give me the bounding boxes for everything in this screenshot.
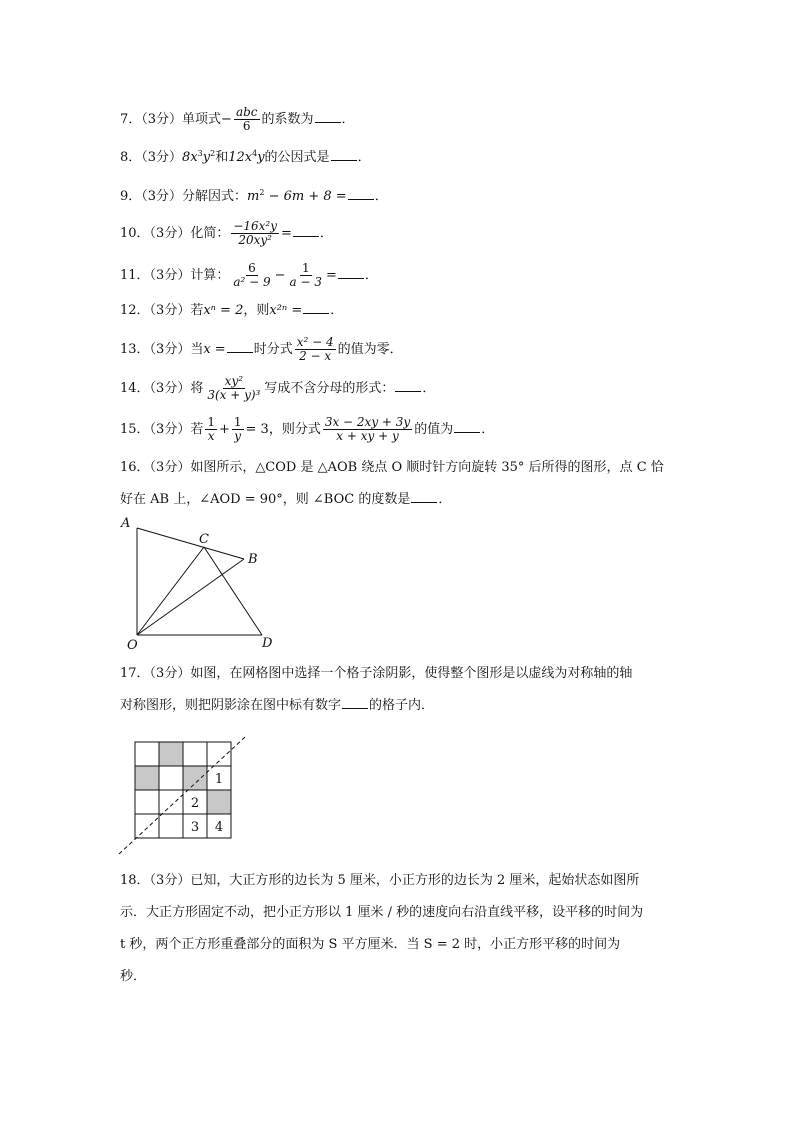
q8-and: 和 [215, 150, 229, 165]
q8-term1: 8x [182, 150, 198, 165]
q10-denominator: 20xy² [238, 233, 272, 247]
q8-term2-var: y [257, 150, 265, 165]
q15-denominator1: x [207, 429, 215, 443]
q13-prefix: 13．（3分）当 [120, 342, 204, 357]
q10-fraction [231, 220, 279, 247]
q14-end: ． [422, 381, 436, 396]
q15-suffix: 的值为 [414, 422, 454, 437]
q14-denominator: 3(x + y)³ [207, 388, 261, 402]
figure-16-rotation-diagram [115, 515, 285, 655]
q8-term1-exp1: 3 [197, 149, 203, 158]
segment-AB [137, 528, 244, 559]
q17-line1: 17．（3分）如图，在网格图中选择一个格子涂阴影，使得整个图形是以虚线为对称轴的轴 [120, 666, 633, 681]
q11-equals: = [326, 268, 337, 283]
q13-fraction [295, 336, 336, 363]
label-C: C [199, 532, 209, 547]
q7-suffix: 的系数为 [261, 112, 314, 127]
label-A: A [121, 516, 131, 531]
shaded-cell [183, 766, 207, 790]
shaded-cell [159, 742, 183, 766]
q14-prefix: 14．（3分）将 [120, 381, 204, 396]
question-17 [120, 658, 680, 722]
q8-term2-exp: 4 [252, 149, 258, 158]
q13-var: x = [203, 342, 226, 357]
figure-17-grid [115, 735, 255, 860]
q11-denominator2: a − 3 [289, 275, 323, 289]
q9-var: m [247, 189, 260, 204]
question-10 [120, 220, 333, 247]
q15-answer-blank[interactable] [454, 420, 480, 433]
q14-suffix: 写成不含分母的形式： [264, 381, 395, 396]
q18-line2: 示．大正方形固定不动，把小正方形以 1 厘米 / 秒的速度向右沿直线平移，设平移的时间为 [120, 905, 644, 920]
q8-prefix: 8．（3分） [120, 150, 183, 165]
q15-numerator2: 1 [233, 415, 242, 429]
shaded-cell [207, 790, 231, 814]
cell-number-3: 3 [190, 820, 200, 835]
q13-suffix: 的值为零． [337, 342, 403, 357]
q11-fraction1 [231, 262, 272, 289]
q15-plus: + [218, 422, 230, 437]
q7-end: ． [341, 112, 355, 127]
q10-answer-blank[interactable] [293, 224, 319, 237]
q15-mid: ，则分式 [268, 422, 321, 437]
q9-answer-blank[interactable] [348, 187, 374, 200]
q13-answer-blank[interactable] [227, 340, 253, 353]
q10-prefix: 10．（3分）化简： [120, 226, 230, 241]
q15-frac2 [232, 416, 244, 443]
q7-numerator: abc [235, 105, 258, 119]
cell-number-4: 4 [214, 820, 224, 835]
question-13 [120, 336, 403, 363]
q11-minus: − [274, 268, 286, 283]
q8-term1-exp2: 2 [210, 149, 216, 158]
q11-denominator1: a² − 9 [233, 275, 271, 289]
q7-minus: − [221, 112, 232, 127]
q12-then: ，则 [243, 303, 270, 318]
q8-term1-var: y [202, 150, 211, 165]
q13-denominator: 2 − x [299, 349, 332, 363]
question-9 [120, 187, 388, 207]
question-15 [120, 416, 494, 443]
q10-equals: = [281, 226, 292, 241]
q7-answer-blank[interactable] [315, 110, 341, 123]
q15-frac1 [205, 416, 217, 443]
q15-equals3: = 3 [245, 422, 269, 437]
q14-answer-blank[interactable] [395, 379, 421, 392]
question-12 [120, 301, 343, 321]
q12-condition: xⁿ = 2 [203, 303, 244, 318]
q15-numerator3: 3x − 2xy + 3y [324, 415, 411, 429]
q12-end: ． [330, 303, 344, 318]
label-O: O [127, 638, 138, 653]
q7-prefix: 7．（3分）单项式 [120, 112, 222, 127]
q18-line4: 秒． [120, 969, 147, 984]
cell-number-2: 2 [190, 796, 200, 811]
q10-end: ． [319, 226, 333, 241]
q10-numerator: −16x²y [233, 219, 278, 233]
q8-suffix: 的公因式是 [264, 150, 330, 165]
q18-line1: 18．（3分）已知，大正方形的边长为 5 厘米，小正方形的边长为 2 厘米，起始状态如图所 [120, 873, 640, 888]
q17-line2: 对称图形，则把阴影涂在图中标有数字 [120, 698, 342, 713]
q8-answer-blank[interactable] [331, 148, 357, 161]
question-14 [120, 375, 435, 402]
q13-numerator: x² − 4 [296, 335, 334, 349]
q11-end: ． [364, 268, 378, 283]
question-8 [120, 148, 371, 168]
question-18 [120, 865, 680, 993]
q11-numerator1: 6 [248, 261, 256, 275]
q15-frac3 [323, 416, 412, 443]
q12-prefix: 12．（3分）若 [120, 303, 204, 318]
q7-fraction [234, 106, 260, 133]
q15-denominator2: y [234, 429, 242, 443]
question-7 [120, 106, 355, 133]
q17-line2-end: 的格子内． [369, 698, 435, 713]
q12-target: x²ⁿ = [269, 303, 303, 318]
q8-end: ． [357, 150, 371, 165]
q9-expression: − 6m + 8 = [264, 189, 347, 204]
q18-line3: t 秒，两个正方形重叠部分的面积为 S 平方厘米．当 S = 2 时，小正方形平移的时间为 [120, 937, 621, 952]
q8-term2: 12x [228, 150, 253, 165]
q15-denominator3: x + xy + y [336, 429, 399, 443]
label-D: D [262, 636, 273, 651]
q11-fraction2 [288, 262, 324, 289]
q14-fraction [205, 375, 262, 402]
q12-answer-blank[interactable] [303, 301, 329, 314]
question-11 [120, 262, 378, 289]
q11-numerator2: 1 [301, 261, 310, 275]
q15-prefix: 15．（3分）若 [120, 422, 204, 437]
q9-end: ． [374, 189, 388, 204]
q15-end: ． [481, 422, 495, 437]
q16-answer-blank[interactable] [411, 490, 437, 503]
segment-OC [137, 547, 204, 635]
shaded-cell [135, 766, 159, 790]
q9-prefix: 9．（3分）分解因式： [120, 189, 248, 204]
q16-line1: 16．（3分）如图所示，△COD 是 △AOB 绕点 O 顺时针方向旋转 35° 后所得的图形，点 C 恰 [120, 460, 664, 475]
q7-denominator: 6 [242, 119, 251, 133]
q14-numerator: xy² [224, 374, 244, 388]
q15-numerator1: 1 [207, 415, 215, 429]
segment-OB [137, 559, 244, 635]
q16-line2: 好在 AB 上，∠AOD = 90°，则 ∠BOC 的度数是 [120, 492, 411, 507]
q9-exp: 2 [259, 188, 265, 197]
question-16 [120, 452, 680, 516]
cell-number-1: 1 [214, 772, 224, 787]
label-B: B [248, 552, 258, 567]
q17-answer-blank[interactable] [342, 696, 368, 709]
q13-mid: 时分式 [253, 342, 293, 357]
q11-prefix: 11．（3分）计算： [120, 268, 230, 283]
q11-answer-blank[interactable] [338, 266, 364, 279]
q16-end: ． [438, 492, 452, 507]
